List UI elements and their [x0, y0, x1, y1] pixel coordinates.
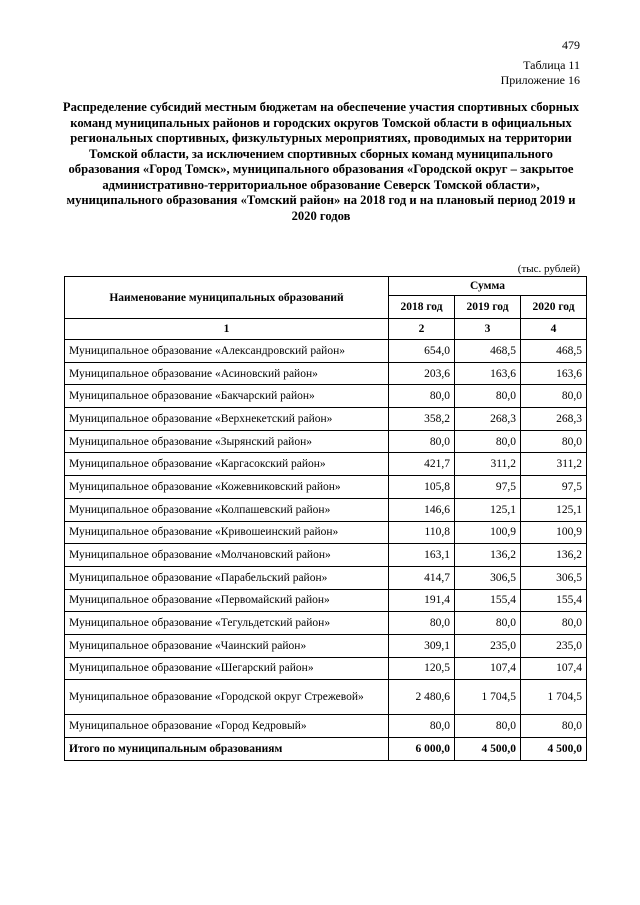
municipality-name: Муниципальное образование «Верхнекетский район»: [65, 408, 389, 431]
total-2018: 6 000,0: [389, 738, 455, 761]
municipality-name: Муниципальное образование «Молчановский район»: [65, 544, 389, 567]
value-2020: 80,0: [521, 430, 587, 453]
table-row: [65, 612, 587, 635]
value-2020: 80,0: [521, 612, 587, 635]
value-2020: 155,4: [521, 589, 587, 612]
header-year-2020: 2020 год: [521, 296, 587, 319]
table-row: [65, 498, 587, 521]
municipality-name: Муниципальное образование «Александровский район»: [65, 340, 389, 363]
table-label: Таблица 11: [523, 58, 580, 72]
table-row: [65, 385, 587, 408]
value-2019: 306,5: [455, 566, 521, 589]
municipality-name: Муниципальное образование «Город Кедровый»: [65, 715, 389, 738]
table-row: [65, 634, 587, 657]
value-2020: 1 704,5: [521, 680, 587, 715]
value-2018: 80,0: [389, 715, 455, 738]
value-2018: 654,0: [389, 340, 455, 363]
header-sum: Сумма: [389, 277, 587, 296]
value-2018: 120,5: [389, 657, 455, 680]
municipality-name: Муниципальное образование «Кривошеинский район»: [65, 521, 389, 544]
municipality-name: Муниципальное образование «Асиновский район»: [65, 362, 389, 385]
value-2019: 268,3: [455, 408, 521, 431]
table-row: [65, 453, 587, 476]
value-2020: 136,2: [521, 544, 587, 567]
value-2020: 80,0: [521, 715, 587, 738]
municipality-name: Муниципальное образование «Чаинский район»: [65, 634, 389, 657]
value-2019: 235,0: [455, 634, 521, 657]
value-2018: 80,0: [389, 385, 455, 408]
value-2020: 125,1: [521, 498, 587, 521]
value-2019: 97,5: [455, 476, 521, 499]
value-2019: 163,6: [455, 362, 521, 385]
municipality-name: Муниципальное образование «Парабельский район»: [65, 566, 389, 589]
table-row: [65, 657, 587, 680]
municipality-name: Муниципальное образование «Первомайский район»: [65, 589, 389, 612]
total-2019: 4 500,0: [455, 738, 521, 761]
municipality-name: Муниципальное образование «Кожевниковский район»: [65, 476, 389, 499]
value-2018: 105,8: [389, 476, 455, 499]
value-2020: 107,4: [521, 657, 587, 680]
value-2020: 268,3: [521, 408, 587, 431]
column-number: 3: [455, 319, 521, 340]
value-2020: 163,6: [521, 362, 587, 385]
header-name: Наименование муниципальных образований: [65, 277, 389, 319]
value-2018: 421,7: [389, 453, 455, 476]
value-2019: 80,0: [455, 715, 521, 738]
value-2020: 468,5: [521, 340, 587, 363]
column-number: 4: [521, 319, 587, 340]
value-2018: 110,8: [389, 521, 455, 544]
table-row: [65, 566, 587, 589]
column-number: 1: [65, 319, 389, 340]
value-2020: 235,0: [521, 634, 587, 657]
value-2018: 358,2: [389, 408, 455, 431]
value-2019: 155,4: [455, 589, 521, 612]
value-2020: 100,9: [521, 521, 587, 544]
table-reference: [501, 58, 580, 88]
column-number: 2: [389, 319, 455, 340]
value-2018: 80,0: [389, 430, 455, 453]
municipality-name: Муниципальное образование «Шегарский район»: [65, 657, 389, 680]
table-row: [65, 521, 587, 544]
value-2018: 309,1: [389, 634, 455, 657]
value-2018: 203,6: [389, 362, 455, 385]
value-2020: 80,0: [521, 385, 587, 408]
table-row: [65, 362, 587, 385]
value-2019: 311,2: [455, 453, 521, 476]
total-row: [65, 738, 587, 761]
municipality-name: Муниципальное образование «Бакчарский район»: [65, 385, 389, 408]
value-2019: 80,0: [455, 385, 521, 408]
total-2020: 4 500,0: [521, 738, 587, 761]
value-2018: 414,7: [389, 566, 455, 589]
value-2020: 306,5: [521, 566, 587, 589]
value-2018: 146,6: [389, 498, 455, 521]
value-2019: 80,0: [455, 430, 521, 453]
page-number: 479: [562, 38, 580, 52]
value-2020: 311,2: [521, 453, 587, 476]
value-2020: 97,5: [521, 476, 587, 499]
table-row: [65, 715, 587, 738]
table-row: [65, 680, 587, 715]
municipality-name: Муниципальное образование «Тегульдетский район»: [65, 612, 389, 635]
appendix-label: Приложение 16: [500, 73, 580, 87]
subsidy-table: [64, 276, 587, 761]
table-row: [65, 544, 587, 567]
value-2018: 2 480,6: [389, 680, 455, 715]
header-year-2019: 2019 год: [455, 296, 521, 319]
value-2019: 468,5: [455, 340, 521, 363]
value-2019: 100,9: [455, 521, 521, 544]
value-2018: 163,1: [389, 544, 455, 567]
municipality-name: Муниципальное образование «Городской округ Стрежевой»: [65, 680, 389, 715]
table-row: [65, 430, 587, 453]
header-year-2018: 2018 год: [389, 296, 455, 319]
value-2019: 80,0: [455, 612, 521, 635]
units-label: (тыс. рублей): [517, 263, 580, 275]
value-2019: 125,1: [455, 498, 521, 521]
municipality-name: Муниципальное образование «Каргасокский район»: [65, 453, 389, 476]
value-2019: 136,2: [455, 544, 521, 567]
value-2018: 191,4: [389, 589, 455, 612]
municipality-name: Муниципальное образование «Зырянский район»: [65, 430, 389, 453]
document-title: Распределение субсидий местным бюджетам на обеспечение участия спортивных сборных команд муниципальных районов и городских округов Томской области в официальных региональных спортивных, физкультурных мероприятиях, проводимых на территории Томской области, за исключением спортивных сборных команд муниципального образования «Город Томск», муниципального образования «Городской округ – закрытое административно-территориальное образование Северск Томской области», муниципального образования «Томский район» на 2018 год и на плановый период 2019 и 2020 годов: [62, 100, 580, 223]
value-2019: 107,4: [455, 657, 521, 680]
table-row: [65, 408, 587, 431]
table-row: [65, 476, 587, 499]
value-2019: 1 704,5: [455, 680, 521, 715]
municipality-name: Муниципальное образование «Колпашевский район»: [65, 498, 389, 521]
total-label: Итого по муниципальным образованиям: [65, 738, 389, 761]
value-2018: 80,0: [389, 612, 455, 635]
table-row: [65, 340, 587, 363]
table-row: [65, 589, 587, 612]
